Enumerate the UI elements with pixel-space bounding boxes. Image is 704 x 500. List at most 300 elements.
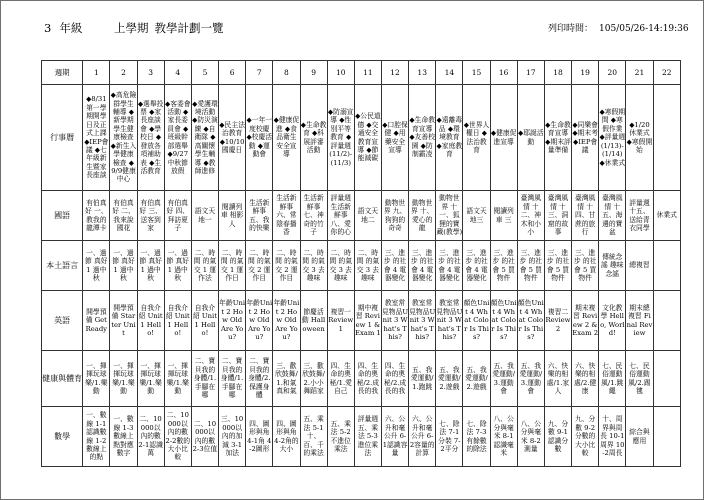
plan-cell-text: 三、歡欣鼓舞/1.和氣真和氣	[275, 361, 298, 395]
plan-cell-text: 語文天地一	[194, 207, 216, 224]
grade-label: 年級	[59, 21, 83, 35]
plan-cell-text: 一、過節 真好 1 過中秋	[166, 248, 190, 282]
plan-cell-text: 七、除法 7-1分裝 7-2平分	[438, 419, 461, 453]
week-header-cell: 5	[191, 61, 218, 85]
plan-cell-text: 自我介紹 Unit 1 Hello!	[165, 303, 190, 337]
subject-label: 數學	[42, 407, 83, 467]
grade-number: 3	[44, 21, 52, 35]
plan-cell-text: 有伯真好 一、教我的龍潭卡	[85, 198, 108, 232]
plan-cell	[83, 241, 110, 291]
plan-cell	[599, 191, 626, 241]
plan-cell-text: 生活新鮮事 六、常陰春播香	[276, 194, 297, 237]
week-header-cell: 16	[490, 61, 517, 85]
plan-cell	[463, 291, 490, 351]
plan-cell	[517, 291, 544, 351]
week-header-cell: 7	[246, 61, 273, 85]
plan-cell-text: 二、10000以內的數 2-3位值	[192, 419, 218, 453]
plan-cell-text: ◆口腔保健 ◆用藥安全宣導	[382, 120, 408, 154]
plan-cell	[83, 407, 110, 467]
subject-row	[42, 85, 681, 191]
subject-label: 行事曆	[42, 85, 83, 191]
plan-cell	[381, 351, 408, 407]
plan-cell-text: 四、生命的奧秘/1.愛自己	[329, 361, 352, 395]
plan-cell-text: 四、生命的奧秘/2.成長的我	[356, 361, 380, 395]
plan-cell	[490, 85, 517, 191]
plan-cell	[626, 241, 653, 291]
subject-label: 健康與體育	[42, 351, 83, 407]
plan-cell-text: ◆健康促進 ◆食品衛生安全宣導	[273, 116, 300, 159]
plan-cell	[572, 85, 599, 191]
plan-cell	[490, 291, 517, 351]
plan-cell-text: 開學預備 Starter Unit	[111, 303, 136, 337]
plan-cell	[653, 241, 680, 291]
plan-cell	[164, 241, 191, 291]
plan-cell-text: 有伯真好 二、我來說國花	[112, 198, 135, 232]
subject-label: 英語	[42, 291, 83, 351]
plan-cell	[599, 291, 626, 351]
plan-cell	[599, 407, 626, 467]
subject-label: 本土語言	[42, 241, 83, 291]
plan-cell-text: 六、公升和毫公升 6-2容量的計算	[409, 415, 435, 458]
plan-cell-text: 臺灣風情 十五、海邊的寶盆	[602, 194, 623, 237]
plan-cell-text: 期中複習 Review 1 & Exam 1	[355, 303, 381, 337]
plan-cell	[83, 291, 110, 351]
plan-cell	[354, 191, 381, 241]
plan-cell	[517, 407, 544, 467]
plan-cell-text: 十、周界與周長 10-1周界 10-2周長	[600, 415, 625, 458]
plan-cell	[517, 191, 544, 241]
week-header-cell: 12	[381, 61, 408, 85]
plan-cell	[381, 291, 408, 351]
plan-cell	[110, 191, 137, 241]
plan-cell	[191, 241, 218, 291]
plan-cell	[246, 85, 273, 191]
plan-cell-text: 評量週 生活新鮮事 八、愛你的心	[330, 194, 351, 237]
plan-cell	[164, 407, 191, 467]
plan-cell-text: 教室常見物品Unit 3 What's This?	[381, 299, 409, 342]
plan-cell	[463, 351, 490, 407]
plan-cell-text: 臺灣風情 十四、甘蔗的旅行	[574, 194, 596, 237]
plan-body	[42, 85, 681, 467]
plan-cell-text: 顏色Unit 4 What Color Is This?	[463, 299, 490, 342]
plan-cell	[409, 241, 436, 291]
plan-cell-text: 教室常見物品Unit 3 What's This?	[436, 299, 463, 342]
plan-cell-text: 動物世界 十一、狐狸的寶藏(教學)	[436, 194, 463, 237]
plan-cell-text: 八、公分與毫米 8-1認識毫米	[493, 415, 514, 458]
plan-cell-text: ◆1/20休業式 ◆寒假開始	[626, 120, 653, 154]
plan-cell-text: ◆公民道德 ◆交通安全教育宣導 ◆節能減碳	[355, 112, 381, 163]
plan-cell	[191, 351, 218, 407]
plan-cell	[219, 407, 246, 467]
subject-row	[42, 291, 681, 351]
plan-cell	[354, 85, 381, 191]
plan-cell	[191, 191, 218, 241]
week-header-cell: 18	[544, 61, 571, 85]
plan-cell	[110, 351, 137, 407]
plan-cell-text: 二、10000以內的數 2-1認識萬	[138, 415, 163, 458]
plan-cell	[219, 85, 246, 191]
plan-cell	[572, 291, 599, 351]
week-header-cell: 10	[327, 61, 354, 85]
plan-cell-text: 一、數線 1-3數線上點對應數字	[113, 415, 134, 458]
week-header-cell: 2	[110, 61, 137, 85]
print-time-value: 105/05/26-14:19:36	[599, 24, 689, 34]
plan-cell	[246, 407, 273, 467]
plan-cell-text: 動物世界 九、狗狗的奇奇	[383, 198, 407, 232]
plan-cell	[544, 85, 571, 191]
plan-cell	[354, 241, 381, 291]
week-header-cell: 13	[409, 61, 436, 85]
plan-cell	[327, 85, 354, 191]
plan-cell	[626, 85, 653, 191]
plan-cell	[436, 351, 463, 407]
plan-cell-text: 自我介紹 Unit 1 Hello!	[192, 303, 217, 337]
plan-cell-text: 八、公分與毫米 8-2測量	[520, 419, 542, 453]
plan-cell-text: 臺灣風情 十三、洞窟的故事	[547, 194, 569, 237]
subject-row	[42, 191, 681, 241]
plan-cell	[83, 85, 110, 191]
plan-cell-text: 五、我愛運動/1.跑跳	[410, 365, 434, 391]
plan-cell	[273, 241, 300, 291]
plan-cell-text: 年齡Unit 2 How Old Are You?	[246, 299, 273, 342]
plan-cell-text: 有伯真好 三、送客到家	[139, 198, 162, 232]
plan-cell-text: 期末複習 Review 2 & Exam 2	[572, 303, 599, 337]
plan-cell	[300, 291, 327, 351]
plan-cell	[137, 241, 164, 291]
plan-cell	[436, 85, 463, 191]
plan-cell	[300, 351, 327, 407]
plan-cell	[490, 351, 517, 407]
plan-cell-text: 顏色Unit 4 What Color Is This?	[517, 299, 544, 342]
plan-cell-text: 三、進步 的社會 4 電器變化	[383, 248, 407, 282]
plan-cell-text: 二、寶貝我的身體/1.手腳在哪	[220, 357, 244, 400]
plan-cell	[137, 85, 164, 191]
plan-cell-text: 三、歡欣鼓舞/2.小小舞蹈家	[302, 361, 325, 395]
plan-cell-text: 一、揮揮玩球 樂/1.樂動	[112, 361, 135, 395]
plan-cell	[490, 191, 517, 241]
plan-cell	[381, 85, 408, 191]
plan-cell	[327, 191, 354, 241]
page-title	[114, 20, 230, 36]
plan-cell	[626, 291, 653, 351]
week-header-cell: 8	[273, 61, 300, 85]
plan-cell-text: ◆8/31第一學期開學日及正式上課 ◆IEP會議 ◆七年級新生暨家長座談	[84, 95, 109, 180]
plan-cell	[599, 241, 626, 291]
plan-cell	[490, 407, 517, 467]
title-text: 教學計劃一覽	[154, 21, 224, 35]
plan-cell-text: 一、揮揮玩球 樂/1.樂動	[166, 361, 189, 395]
plan-cell	[354, 351, 381, 407]
plan-cell-text: 綜合與應用	[629, 428, 650, 445]
plan-cell-text: 臺灣風情 十二、神木和小小	[520, 194, 542, 237]
plan-cell	[191, 85, 218, 191]
plan-cell	[653, 85, 680, 191]
plan-cell	[164, 351, 191, 407]
plan-cell-text: 五、我愛運動/3.運動會	[492, 361, 516, 395]
plan-cell	[273, 85, 300, 191]
plan-cell-text: 四、生命的奧秘/2.成長的我	[383, 361, 407, 395]
teaching-plan-table	[41, 60, 681, 467]
plan-cell-text: 複習一 Review 1	[328, 307, 354, 333]
plan-cell-text: 三、進步 的社會 5 買物件	[492, 248, 515, 282]
plan-cell	[137, 291, 164, 351]
plan-cell	[517, 351, 544, 407]
plan-cell	[544, 291, 571, 351]
plan-cell-text: 開學預備 Get Ready	[85, 307, 108, 333]
plan-cell-text: 九、分數 9-1認識分數	[547, 419, 569, 453]
plan-cell	[572, 241, 599, 291]
plan-cell-text: 期末總複習 Final Review	[626, 303, 653, 337]
plan-cell	[246, 291, 273, 351]
plan-cell-text: ◆民主法治教育 ◆10/10國慶日	[219, 120, 245, 154]
plan-cell-text: ◆選舉投票 ◆家長座談會 ◆學校日 ◆發放各項補助表 ◆生活教育	[137, 99, 164, 175]
plan-cell	[436, 241, 463, 291]
plan-cell	[327, 351, 354, 407]
plan-cell	[83, 191, 110, 241]
week-header-cell: 1	[83, 61, 110, 85]
plan-cell	[83, 351, 110, 407]
plan-cell	[409, 85, 436, 191]
plan-cell-text: 二、時間 的氣交 3 去趣味	[302, 248, 325, 282]
plan-cell	[327, 407, 354, 467]
plan-cell	[463, 191, 490, 241]
plan-cell-text: 四、圖形與角 4-2角的大小	[274, 419, 299, 453]
plan-cell-text: ◆一年一度校慶 ◆校慶活動 ◆運動會	[246, 116, 273, 159]
page-header	[0, 20, 704, 38]
plan-cell	[653, 291, 680, 351]
plan-cell-text: 年齡Unit 2 How Old Are You?	[219, 299, 246, 342]
print-time	[548, 21, 695, 34]
plan-cell-text: 總複習	[629, 261, 650, 270]
plan-cell-text: 教室常見物品Unit 3 What's This?	[409, 299, 436, 342]
plan-cell-text: 二、時間 的氣交 3 去趣味	[329, 248, 353, 282]
plan-cell-text: 二、時間 的氣交 3 去趣味	[356, 248, 380, 282]
plan-cell	[137, 407, 164, 467]
plan-cell-text: 一、過節 真好 1 過中秋	[85, 248, 108, 282]
plan-cell-text: 休業式	[656, 211, 677, 220]
plan-cell	[463, 241, 490, 291]
week-label: 週期	[42, 61, 83, 85]
plan-cell	[273, 191, 300, 241]
week-header-cell: 15	[463, 61, 490, 85]
plan-cell	[572, 191, 599, 241]
plan-cell	[381, 241, 408, 291]
plan-cell	[110, 291, 137, 351]
week-header-cell: 3	[137, 61, 164, 85]
plan-cell-text: 文化教學 Hello, World!	[600, 303, 625, 337]
plan-cell-text: 一、數線 1-1認識數線 1-2數線上的點	[86, 411, 107, 462]
plan-cell	[653, 407, 680, 467]
plan-cell	[626, 191, 653, 241]
week-header-cell: 4	[164, 61, 191, 85]
plan-cell-text: ◆客委會活動 ◆家長委員會 ◆班級幹部選舉 ◆9/27中秋節放假	[164, 99, 191, 175]
plan-cell	[191, 407, 218, 467]
plan-cell	[219, 291, 246, 351]
plan-cell-text: 語文天地三	[466, 207, 487, 224]
plan-cell-text: 五、乘法 5-1十、百、千的乘法	[303, 415, 324, 458]
plan-cell-text: 六、公升和毫公升 6-1認識容量	[382, 415, 408, 458]
plan-cell-text: 七、民俗運動風/2.踢毽	[628, 361, 651, 395]
plan-cell-text: 五、我愛運動/2.遊戲	[438, 365, 461, 391]
plan-cell-text: ◆防溺宣導 ◆性別平等教育 ◆評量週(11/2)-(11/3)	[327, 108, 354, 167]
plan-cell	[164, 291, 191, 351]
plan-cell-text: 三、進步 的社會 5 買物件	[573, 248, 597, 282]
plan-cell-text: 三、進步 的社會 4 電器變化	[465, 248, 488, 282]
plan-cell-text: 六、快樂的相處/1.家人	[546, 361, 570, 395]
plan-cell	[653, 191, 680, 241]
plan-cell	[300, 85, 327, 191]
plan-cell	[436, 291, 463, 351]
plan-cell-text: 動物世界 十、愛心的龍	[410, 198, 434, 232]
plan-cell	[273, 291, 300, 351]
subject-row	[42, 407, 681, 467]
plan-cell	[327, 241, 354, 291]
week-header-row	[42, 61, 681, 85]
plan-cell-text: 二、寶貝我的身體/1.手腳在哪	[193, 357, 217, 400]
plan-cell	[219, 241, 246, 291]
plan-cell-text: 一、揮揮玩球 樂/1.樂動	[85, 361, 108, 395]
plan-cell	[572, 351, 599, 407]
plan-cell-text: 四、圖形與角 4-1角 4-2圖形	[247, 419, 272, 453]
plan-cell	[246, 241, 273, 291]
subject-label: 國語	[42, 191, 83, 241]
plan-cell	[626, 407, 653, 467]
plan-cell	[137, 191, 164, 241]
week-header-cell: 6	[219, 61, 246, 85]
subject-row	[42, 351, 681, 407]
plan-cell	[110, 407, 137, 467]
plan-cell	[110, 85, 137, 191]
plan-cell-text: 評量週 五、乘法 5-3進位乘法	[357, 415, 379, 458]
plan-cell-text: 三、進步 的社會 5 買物件	[546, 248, 570, 282]
plan-cell-text: 二、時間 的氣交 1 運作日	[220, 248, 244, 282]
subject-row	[42, 241, 681, 291]
plan-cell-text: 九、分數 9-2分數的大小比較	[574, 415, 596, 458]
plan-cell-text: 節慶活動 Halloween	[301, 307, 326, 333]
plan-cell	[544, 407, 571, 467]
week-header-cell: 21	[626, 61, 653, 85]
plan-cell-text: 語文天地二	[357, 207, 379, 224]
plan-cell	[490, 241, 517, 291]
plan-cell	[409, 291, 436, 351]
plan-cell-text: 二、時間 的氣交 2 運作目	[275, 248, 298, 282]
plan-cell	[544, 241, 571, 291]
plan-cell-text: 二、時間 的氣交 2 運作目	[247, 248, 271, 282]
plan-cell-text: 一、過節 真好 1 過中秋	[112, 248, 135, 282]
plan-cell-text: 二、10000以內的數 2-2數的大小比較	[165, 411, 191, 462]
plan-cell	[517, 241, 544, 291]
plan-cell	[273, 407, 300, 467]
week-header-cell: 19	[572, 61, 599, 85]
plan-cell-text: 三、進步 的社會 4 電器變化	[438, 248, 461, 282]
plan-cell	[409, 191, 436, 241]
plan-cell-text: 二、時間 的氣交 1 運作法	[193, 248, 217, 282]
plan-cell	[653, 351, 680, 407]
plan-cell-text: 一、揮揮玩球 樂/1.樂動	[139, 361, 162, 395]
week-header-cell: 9	[300, 61, 327, 85]
plan-cell-text: 生活新鮮事 五、我的快樂	[249, 198, 270, 232]
week-header-cell: 22	[653, 61, 680, 85]
plan-cell	[517, 85, 544, 191]
week-header-cell: 20	[599, 61, 626, 85]
plan-cell	[544, 351, 571, 407]
plan-cell	[246, 191, 273, 241]
plan-cell-text: 二、寶貝我的身體/2.保護身體	[248, 357, 271, 400]
plan-cell-text: ◆同樂會 ◆期末考 ◆IEP會議	[572, 120, 598, 154]
plan-cell-text: 三、進步 的社會 5 買物件	[519, 248, 543, 282]
plan-cell-text: 複習二 Review 2	[545, 307, 571, 333]
plan-cell-text: ◆寒假期間 ◆寒假作業 ◆評量週(1/13)-(1/14) ◆休業式	[599, 108, 626, 167]
plan-cell	[463, 85, 490, 191]
plan-cell-text: ◆世界人權日 ◆法治教育	[463, 120, 490, 154]
plan-cell	[273, 351, 300, 407]
plan-cell-text: ◆生命教育宣導 ◆期末評量準備	[545, 120, 571, 154]
plan-cell-text: ◆健康促進宣導	[490, 129, 517, 146]
plan-cell-text: 顏色Unit 4 What Color Is This?	[490, 299, 517, 342]
plan-cell	[381, 191, 408, 241]
plan-cell	[436, 191, 463, 241]
plan-cell-text: 自我介紹 Unit 1 Hello!	[138, 303, 163, 337]
plan-cell-text: ◆生命教育 ◆科展評審活動	[300, 120, 327, 154]
plan-cell	[164, 191, 191, 241]
plan-cell	[246, 351, 273, 407]
plan-cell	[409, 407, 436, 467]
week-header-cell: 14	[436, 61, 463, 85]
plan-cell	[327, 291, 354, 351]
plan-cell-text: ◆耶誕活動	[518, 129, 544, 146]
plan-cell	[110, 241, 137, 291]
plan-cell	[300, 191, 327, 241]
plan-cell	[599, 351, 626, 407]
plan-cell-text: 生活新鮮事 七、神奇的竹子	[303, 194, 324, 237]
plan-cell	[219, 351, 246, 407]
plan-cell-text: 評量週 十五、送給青衣同學	[629, 198, 650, 232]
plan-cell	[219, 191, 246, 241]
plan-cell	[599, 85, 626, 191]
plan-cell	[544, 191, 571, 241]
plan-cell-text: 一、過節 真好 1 過中秋	[139, 248, 162, 282]
plan-cell	[436, 407, 463, 467]
plan-cell-text: 六、快樂的相處/2.健康	[573, 361, 597, 395]
plan-cell	[164, 85, 191, 191]
plan-cell-text: 五、乘法 5-2不進位乘法	[330, 419, 351, 453]
plan-cell-text: ◆愛護環境活動 ◆防災演練 ◆自衛隊 ◆高關懷學生輔導 ◆教師進修	[192, 99, 218, 175]
plan-cell-text: ◆生命教育宣導 ◆友善校園 ◆防制霸凌	[409, 116, 436, 159]
plan-cell	[300, 241, 327, 291]
plan-cell	[572, 407, 599, 467]
plan-cell-text: 年齡Unit 2 How Old Are You?	[273, 299, 300, 342]
semester-label: 上學期	[114, 21, 149, 35]
plan-cell	[463, 407, 490, 467]
plan-cell-text: 三、進步 的社會 4 電器變化	[410, 248, 434, 282]
plan-cell	[354, 407, 381, 467]
plan-cell-text: ◆遠離毒品 ◆環境教育 ◆家庭教育	[436, 116, 463, 159]
plan-cell-text: 七、民俗運動風/1.跳繩	[601, 361, 624, 395]
plan-cell-text: 有伯真好 四、拜訪夏子	[166, 198, 190, 232]
plan-cell-text: 閱讀列車 三	[493, 207, 514, 224]
plan-cell	[354, 291, 381, 351]
plan-cell-text: 閱讀列車 相影人	[220, 202, 244, 228]
print-label: 列印時間：	[548, 24, 594, 34]
plan-cell-text: 七、除法 7-3有餘數的除法	[466, 419, 487, 453]
plan-cell	[300, 407, 327, 467]
plan-cell-text: 五、我愛運動/3.運動會	[519, 361, 543, 395]
plan-cell-text: 傳統念謠 趣味念謠	[601, 252, 624, 278]
week-header-cell: 17	[517, 61, 544, 85]
plan-cell-text: 五、我愛運動/2.遊戲	[465, 365, 488, 391]
plan-cell	[409, 351, 436, 407]
plan-cell	[381, 407, 408, 467]
